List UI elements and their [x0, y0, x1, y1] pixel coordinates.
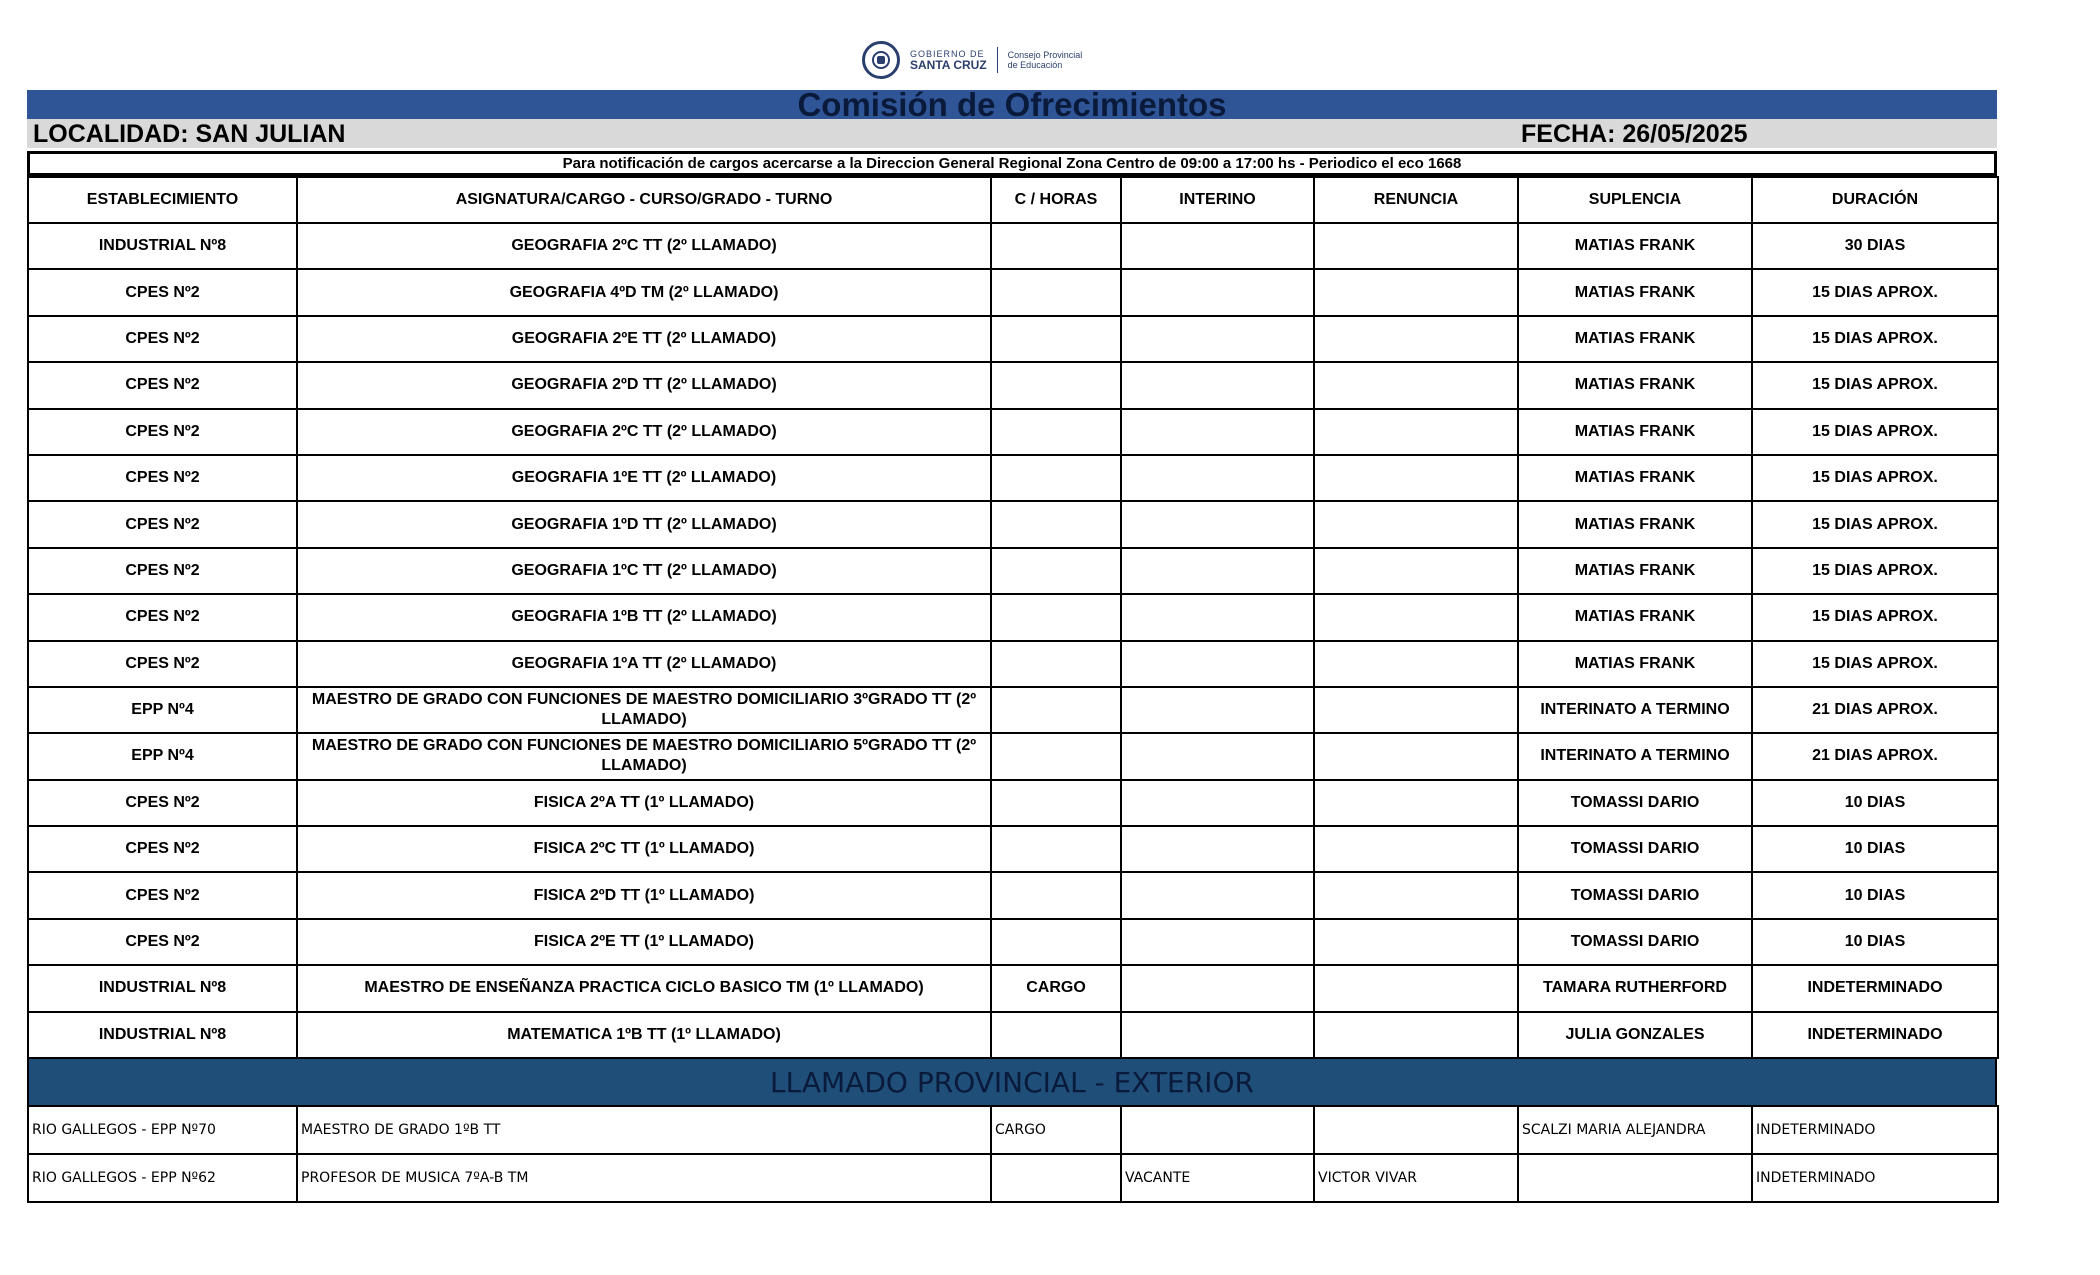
cell-c-horas: CARGO — [991, 1106, 1121, 1154]
cell-establecimiento: EPP Nº4 — [28, 733, 297, 779]
cell-asignatura: MAESTRO DE GRADO CON FUNCIONES DE MAESTRO DOMICILIARIO 3ºGRADO TT (2º LLAMADO) — [297, 687, 991, 733]
cell-c-horas — [991, 641, 1121, 687]
column-header-establecimiento: ESTABLECIMIENTO — [28, 177, 297, 223]
cell-c-horas — [991, 780, 1121, 826]
cell-renuncia — [1314, 269, 1518, 315]
page-title: Comisión de Ofrecimientos — [27, 90, 1997, 119]
cell-asignatura: GEOGRAFIA 2ºC TT (2º LLAMADO) — [297, 409, 991, 455]
cell-asignatura: GEOGRAFIA 2ºE TT (2º LLAMADO) — [297, 316, 991, 362]
table-row — [28, 965, 1998, 1011]
cell-suplencia: MATIAS FRANK — [1518, 548, 1752, 594]
cell-suplencia: TOMASSI DARIO — [1518, 826, 1752, 872]
column-header-suplencia: SUPLENCIA — [1518, 177, 1752, 223]
cell-interino — [1121, 919, 1314, 965]
cell-renuncia — [1314, 826, 1518, 872]
cell-interino: VACANTE — [1121, 1154, 1314, 1202]
cell-c-horas — [991, 362, 1121, 408]
cell-establecimiento: INDUSTRIAL Nº8 — [28, 223, 297, 269]
cell-asignatura: GEOGRAFIA 4ºD TM (2º LLAMADO) — [297, 269, 991, 315]
cell-renuncia — [1314, 687, 1518, 733]
cell-c-horas — [991, 826, 1121, 872]
cell-establecimiento: CPES Nº2 — [28, 269, 297, 315]
table-header-row — [28, 177, 1998, 223]
column-header-c-horas: C / HORAS — [991, 177, 1121, 223]
logo-text — [910, 49, 987, 71]
cell-interino — [1121, 1106, 1314, 1154]
cell-establecimiento: CPES Nº2 — [28, 780, 297, 826]
cell-suplencia: TOMASSI DARIO — [1518, 780, 1752, 826]
cell-renuncia — [1314, 919, 1518, 965]
cell-duracion: 15 DIAS APROX. — [1752, 641, 1998, 687]
cell-c-horas — [991, 733, 1121, 779]
cell-duracion: INDETERMINADO — [1752, 1106, 1998, 1154]
cell-interino — [1121, 965, 1314, 1011]
cell-suplencia: MATIAS FRANK — [1518, 316, 1752, 362]
cell-interino — [1121, 223, 1314, 269]
cell-c-horas — [991, 223, 1121, 269]
cell-suplencia: INTERINATO A TERMINO — [1518, 733, 1752, 779]
cell-duracion: 10 DIAS — [1752, 780, 1998, 826]
cell-renuncia — [1314, 501, 1518, 547]
cell-renuncia: VICTOR VIVAR — [1314, 1154, 1518, 1202]
cell-renuncia — [1314, 1012, 1518, 1058]
table-row — [28, 780, 1998, 826]
table-row — [28, 872, 1998, 918]
cell-renuncia — [1314, 455, 1518, 501]
cell-duracion: 15 DIAS APROX. — [1752, 362, 1998, 408]
cell-establecimiento: CPES Nº2 — [28, 501, 297, 547]
cell-suplencia: SCALZI MARIA ALEJANDRA — [1518, 1106, 1752, 1154]
cell-establecimiento: CPES Nº2 — [28, 594, 297, 640]
cell-interino — [1121, 641, 1314, 687]
cell-c-horas — [991, 872, 1121, 918]
location-date-bar — [27, 119, 1997, 148]
cell-duracion: 21 DIAS APROX. — [1752, 687, 1998, 733]
cell-establecimiento: RIO GALLEGOS - EPP Nº70 — [28, 1106, 297, 1154]
table-row — [28, 362, 1998, 408]
cell-c-horas — [991, 919, 1121, 965]
cell-suplencia: MATIAS FRANK — [1518, 641, 1752, 687]
cell-asignatura: MAESTRO DE GRADO CON FUNCIONES DE MAESTRO DOMICILIARIO 5ºGRADO TT (2º LLAMADO) — [297, 733, 991, 779]
cell-establecimiento: RIO GALLEGOS - EPP Nº62 — [28, 1154, 297, 1202]
cell-c-horas — [991, 269, 1121, 315]
cell-asignatura: GEOGRAFIA 2ºD TT (2º LLAMADO) — [297, 362, 991, 408]
cell-suplencia: TOMASSI DARIO — [1518, 872, 1752, 918]
cell-duracion: 21 DIAS APROX. — [1752, 733, 1998, 779]
cell-asignatura: MAESTRO DE ENSEÑANZA PRACTICA CICLO BASICO TM (1º LLAMADO) — [297, 965, 991, 1011]
cell-interino — [1121, 455, 1314, 501]
column-header-duracion: DURACIÓN — [1752, 177, 1998, 223]
cell-interino — [1121, 501, 1314, 547]
offers-table — [27, 176, 1999, 1059]
cell-renuncia — [1314, 223, 1518, 269]
cell-asignatura: FISICA 2ºE TT (1º LLAMADO) — [297, 919, 991, 965]
cell-c-horas — [991, 548, 1121, 594]
cell-renuncia — [1314, 733, 1518, 779]
cell-suplencia: TOMASSI DARIO — [1518, 919, 1752, 965]
cell-suplencia: INTERINATO A TERMINO — [1518, 687, 1752, 733]
cell-c-horas — [991, 1154, 1121, 1202]
cell-interino — [1121, 362, 1314, 408]
cell-interino — [1121, 687, 1314, 733]
logo-line1: GOBIERNO DE — [910, 49, 985, 59]
cell-renuncia — [1314, 409, 1518, 455]
cell-duracion: 15 DIAS APROX. — [1752, 501, 1998, 547]
cell-interino — [1121, 1012, 1314, 1058]
cell-c-horas — [991, 455, 1121, 501]
cell-renuncia — [1314, 1106, 1518, 1154]
cell-duracion: 15 DIAS APROX. — [1752, 455, 1998, 501]
cell-renuncia — [1314, 594, 1518, 640]
cell-establecimiento: CPES Nº2 — [28, 316, 297, 362]
cell-c-horas — [991, 687, 1121, 733]
cell-asignatura: FISICA 2ºC TT (1º LLAMADO) — [297, 826, 991, 872]
cell-establecimiento: CPES Nº2 — [28, 548, 297, 594]
cell-establecimiento: INDUSTRIAL Nº8 — [28, 965, 297, 1011]
cell-establecimiento: EPP Nº4 — [28, 687, 297, 733]
cell-duracion: 15 DIAS APROX. — [1752, 409, 1998, 455]
cell-renuncia — [1314, 872, 1518, 918]
cell-asignatura: GEOGRAFIA 1ºC TT (2º LLAMADO) — [297, 548, 991, 594]
cell-renuncia — [1314, 641, 1518, 687]
cell-suplencia: JULIA GONZALES — [1518, 1012, 1752, 1058]
cell-interino — [1121, 269, 1314, 315]
notification-note: Para notificación de cargos acercarse a la Direccion General Regional Zona Centro de 09:00 a 17:00 hs - Periodico el eco 1668 — [27, 151, 1997, 176]
cell-suplencia: TAMARA RUTHERFORD — [1518, 965, 1752, 1011]
cell-asignatura: MAESTRO DE GRADO 1ºB TT — [297, 1106, 991, 1154]
table-row — [28, 409, 1998, 455]
cell-suplencia: MATIAS FRANK — [1518, 409, 1752, 455]
cell-suplencia: MATIAS FRANK — [1518, 269, 1752, 315]
cell-suplencia: MATIAS FRANK — [1518, 594, 1752, 640]
table-row — [28, 641, 1998, 687]
cell-renuncia — [1314, 548, 1518, 594]
cell-duracion: 15 DIAS APROX. — [1752, 548, 1998, 594]
column-header-interino: INTERINO — [1121, 177, 1314, 223]
consejo-line1: Consejo Provincial — [1007, 50, 1083, 60]
cell-duracion: INDETERMINADO — [1752, 1012, 1998, 1058]
cell-interino — [1121, 733, 1314, 779]
cell-duracion: INDETERMINADO — [1752, 965, 1998, 1011]
cell-establecimiento: CPES Nº2 — [28, 641, 297, 687]
table-row — [28, 1012, 1998, 1058]
cell-renuncia — [1314, 316, 1518, 362]
cell-c-horas — [991, 409, 1121, 455]
table-row — [28, 316, 1998, 362]
cell-duracion: 15 DIAS APROX. — [1752, 269, 1998, 315]
cell-asignatura: PROFESOR DE MUSICA 7ºA-B TM — [297, 1154, 991, 1202]
table-row — [28, 223, 1998, 269]
table-row — [28, 733, 1998, 779]
table-row — [28, 501, 1998, 547]
cell-suplencia: MATIAS FRANK — [1518, 223, 1752, 269]
table-row — [28, 687, 1998, 733]
cell-interino — [1121, 594, 1314, 640]
cell-c-horas — [991, 1012, 1121, 1058]
cell-establecimiento: CPES Nº2 — [28, 409, 297, 455]
cell-asignatura: GEOGRAFIA 1ºE TT (2º LLAMADO) — [297, 455, 991, 501]
province-seal-icon — [862, 41, 900, 79]
cell-renuncia — [1314, 780, 1518, 826]
table-row — [28, 455, 1998, 501]
cell-renuncia — [1314, 362, 1518, 408]
cell-suplencia: MATIAS FRANK — [1518, 455, 1752, 501]
cell-interino — [1121, 409, 1314, 455]
consejo-line2: de Educación — [1007, 60, 1063, 70]
table-row — [28, 594, 1998, 640]
table-row — [28, 269, 1998, 315]
cell-interino — [1121, 872, 1314, 918]
cell-duracion: 15 DIAS APROX. — [1752, 594, 1998, 640]
cell-interino — [1121, 826, 1314, 872]
cell-c-horas: CARGO — [991, 965, 1121, 1011]
column-header-renuncia: RENUNCIA — [1314, 177, 1518, 223]
cell-duracion: 10 DIAS — [1752, 872, 1998, 918]
cell-c-horas — [991, 594, 1121, 640]
logo-line2: SANTA CRUZ — [910, 58, 987, 72]
cell-establecimiento: INDUSTRIAL Nº8 — [28, 1012, 297, 1058]
cell-c-horas — [991, 316, 1121, 362]
cell-interino — [1121, 316, 1314, 362]
cell-establecimiento: CPES Nº2 — [28, 919, 297, 965]
cell-establecimiento: CPES Nº2 — [28, 362, 297, 408]
cell-asignatura: GEOGRAFIA 2ºC TT (2º LLAMADO) — [297, 223, 991, 269]
provincial-section-title: LLAMADO PROVINCIAL - EXTERIOR — [27, 1059, 1997, 1105]
cell-asignatura: FISICA 2ºA TT (1º LLAMADO) — [297, 780, 991, 826]
provincial-row — [28, 1154, 1998, 1202]
cell-interino — [1121, 780, 1314, 826]
consejo-text — [1008, 50, 1083, 70]
cell-establecimiento: CPES Nº2 — [28, 826, 297, 872]
cell-interino — [1121, 548, 1314, 594]
fecha-label: FECHA: 26/05/2025 — [1521, 120, 1748, 148]
cell-duracion: 15 DIAS APROX. — [1752, 316, 1998, 362]
table-row — [28, 919, 1998, 965]
cell-duracion: 10 DIAS — [1752, 919, 1998, 965]
table-row — [28, 826, 1998, 872]
localidad-label: LOCALIDAD: SAN JULIAN — [33, 120, 346, 148]
cell-renuncia — [1314, 965, 1518, 1011]
government-logo — [862, 38, 1082, 82]
table-row — [28, 548, 1998, 594]
cell-duracion: 10 DIAS — [1752, 826, 1998, 872]
cell-asignatura: GEOGRAFIA 1ºA TT (2º LLAMADO) — [297, 641, 991, 687]
cell-suplencia: MATIAS FRANK — [1518, 362, 1752, 408]
cell-establecimiento: CPES Nº2 — [28, 872, 297, 918]
cell-asignatura: GEOGRAFIA 1ºB TT (2º LLAMADO) — [297, 594, 991, 640]
cell-asignatura: MATEMATICA 1ºB TT (1º LLAMADO) — [297, 1012, 991, 1058]
cell-suplencia — [1518, 1154, 1752, 1202]
cell-establecimiento: CPES Nº2 — [28, 455, 297, 501]
provincial-table — [27, 1105, 1999, 1203]
column-header-asignatura: ASIGNATURA/CARGO - CURSO/GRADO - TURNO — [297, 177, 991, 223]
cell-duracion: 30 DIAS — [1752, 223, 1998, 269]
offers-sheet — [27, 90, 1997, 1203]
cell-suplencia: MATIAS FRANK — [1518, 501, 1752, 547]
cell-asignatura: GEOGRAFIA 1ºD TT (2º LLAMADO) — [297, 501, 991, 547]
cell-c-horas — [991, 501, 1121, 547]
cell-duracion: INDETERMINADO — [1752, 1154, 1998, 1202]
logo-divider — [997, 47, 998, 73]
provincial-row — [28, 1106, 1998, 1154]
cell-asignatura: FISICA 2ºD TT (1º LLAMADO) — [297, 872, 991, 918]
